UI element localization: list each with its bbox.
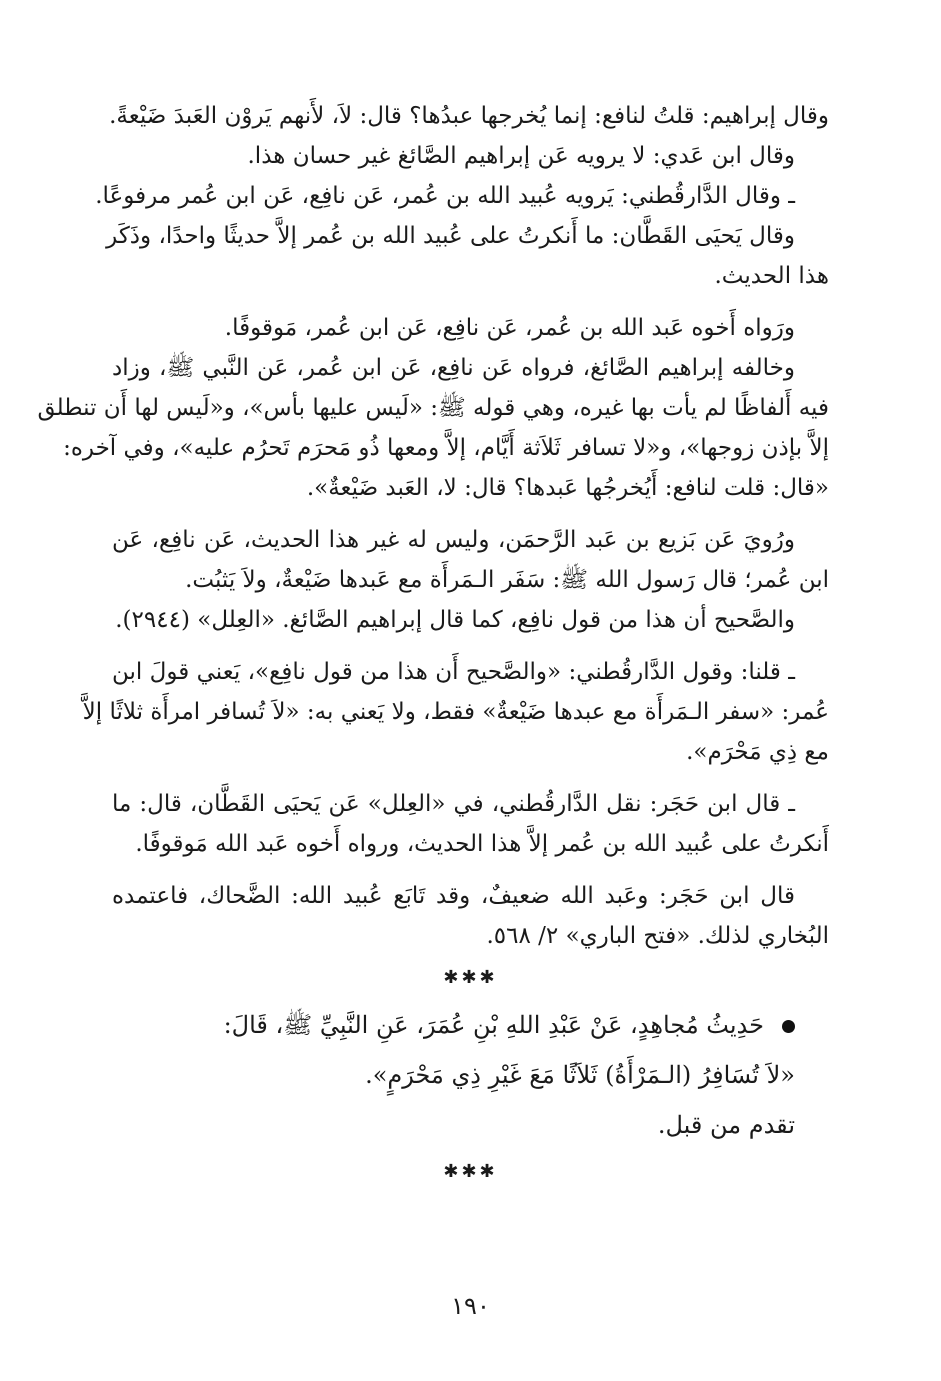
text-line: ورَواه أَخوه عَبد الله بن عُمر، عَن نافِع، عَن ابن عُمر، مَوقوفًا. bbox=[224, 315, 795, 341]
text-line: «قال: قلت لنافع: أَيُخرجُها عَبدها؟ قال: لا، العَبد ضَيْعةٌ». bbox=[306, 475, 829, 501]
hadith-text: «لاَ تُسَافِرُ (الـمَرْأَةُ) ثَلاَثًا مَعَ غَيْرِ ذِي مَحْرَمٍ». bbox=[365, 1061, 795, 1089]
hadith-note: تقدم من قبل. bbox=[657, 1111, 795, 1139]
text-line: البُخاري لذلك. «فتح الباري» ٢/ ٥٦٨. bbox=[486, 923, 829, 949]
text-line: عُمر: «سفر الـمَرأَة مع عبدها ضَيْعةٌ» فقط، ولا يَعني به: «لاَ تُسافر امرأَة ثلاثًا إلاَّ bbox=[82, 699, 829, 725]
text-line: ورُويَ عَن بَزيع بن عَبد الرَّحمَن، وليس له غير هذا الحديث، عَن نافِع، عَن bbox=[112, 527, 795, 553]
text-line: هذا الحديث. bbox=[714, 263, 829, 289]
text-line: والصَّحيح أن هذا من قول نافِع، كما قال إبراهيم الصَّائغ. «العِلل» (٢٩٤٤). bbox=[115, 607, 795, 633]
text-line: قال ابن حَجَر: وعَبد الله ضعيفٌ، وقد تَابَع عُبيد الله: الضَّحاك، فاعتمده bbox=[112, 883, 795, 909]
text-line: إلاَّ بإذن زوجها»، و«لا تسافر ثَلاَثة أَيَّام، إلاَّ ومعها ذُو مَحرَم تَحرُم عليه»، وفي آخره: bbox=[63, 435, 829, 461]
hadith-heading bbox=[112, 1000, 829, 1050]
section-separator: ✱✱✱ bbox=[443, 1161, 498, 1182]
text-line: فيه أَلفاظًا لم يأت بها غيره، وهي قوله ﷺ: «لَيس عليها بأس»، و«لَيس لها أَن تنطلق bbox=[37, 395, 829, 421]
text-line: وقال إبراهيم: قلتُ لنافع: إنما يُخرجها عبدُها؟ قال: لاَ، لأَنهم يَروْن العَبدَ ضَيْعةً. bbox=[109, 103, 829, 129]
text-line: وقال ابن عَدي: لا يرويه عَن إبراهيم الصَّائغ غير حسان هذا. bbox=[247, 143, 795, 169]
text-line: أَنكرتُ على عُبيد الله بن عُمر إلاَّ هذا الحديث، ورواه أَخوه عَبد الله مَوقوفًا. bbox=[135, 831, 829, 857]
bullet-icon bbox=[782, 1020, 795, 1033]
page-body bbox=[37, 96, 829, 1194]
page-number: ١٩٠ bbox=[451, 1292, 490, 1320]
hadith-title: حَدِيثُ مُجاهِدٍ، عَنْ عَبْدِ اللهِ بْنِ عُمَرَ، عَنِ النَّبِيِّ ﷺ، قَالَ: bbox=[223, 1011, 764, 1039]
text-line: وخالفه إبراهيم الصَّائغ، فرواه عَن نافِع، عَن ابن عُمر، عَن النَّبي ﷺ، وزاد bbox=[112, 355, 795, 381]
text-line: ـ وقال الدَّارقُطني: يَرويه عُبيد الله بن عُمر، عَن نافِع، عَن ابن عُمر مرفوعًا. bbox=[95, 183, 795, 209]
text-line: ـ قلنا: وقول الدَّارقُطني: «والصَّحيح أَن هذا من قول نافِع»، يَعني قولَ ابن bbox=[112, 659, 795, 685]
text-line: مع ذِي مَحْرَم». bbox=[686, 739, 829, 765]
section-separator: ✱✱✱ bbox=[443, 967, 498, 988]
hadith-block bbox=[112, 1000, 829, 1150]
text-line: وقال يَحيَى القَطَّان: ما أَنكرتُ على عُبيد الله بن عُمر إلاَّ حديثًا واحدًا، وذَكَر bbox=[106, 223, 795, 249]
text-line: ـ قال ابن حَجَر: نقل الدَّارقُطني، في «العِلل» عَن يَحيَى القَطَّان، قال: ما bbox=[112, 791, 795, 817]
text-line: ابن عُمر؛ قال رَسول الله ﷺ: سَفَر الـمَرأَة مع عَبدها ضَيْعةٌ، ولاَ يَثبُت. bbox=[185, 567, 829, 593]
